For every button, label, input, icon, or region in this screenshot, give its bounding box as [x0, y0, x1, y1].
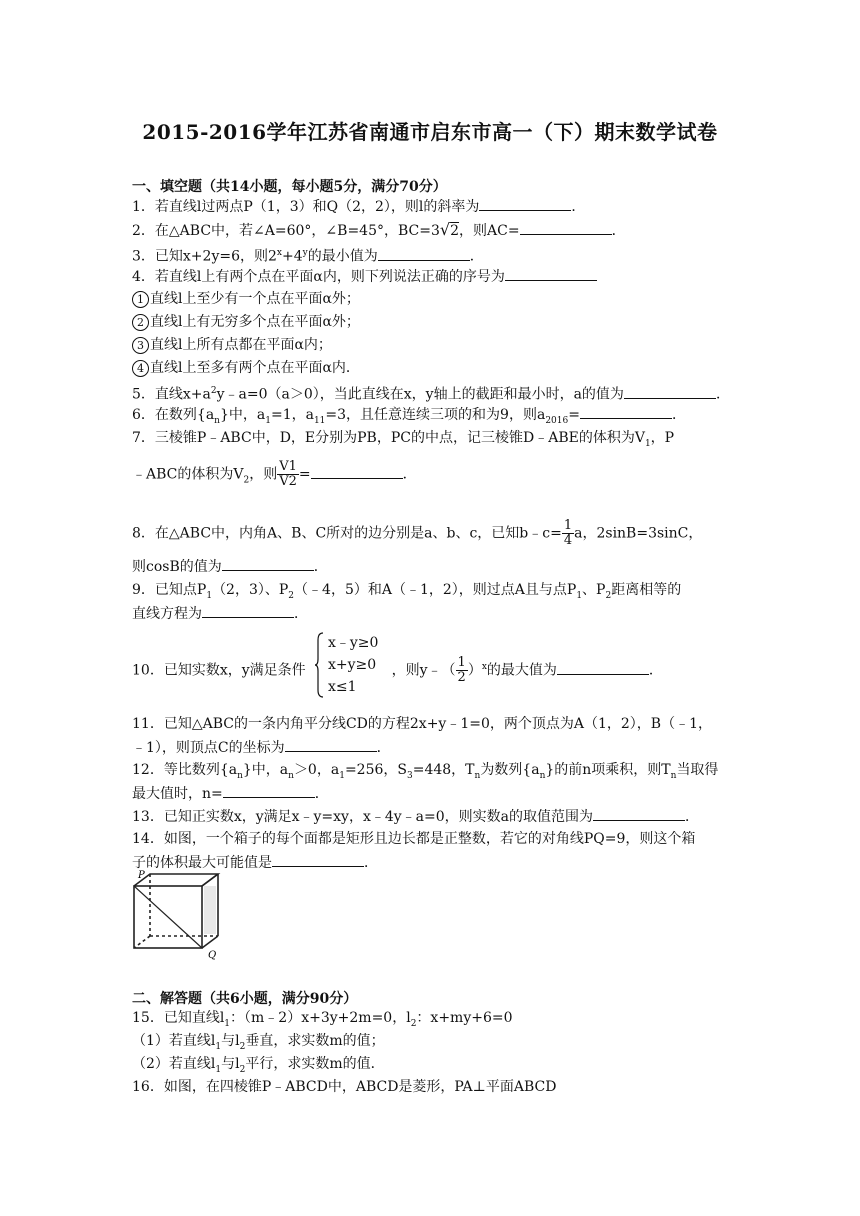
answer-blank — [222, 556, 314, 571]
inequality-system: x﹣y≥0 x+y≥0 x≤1 — [328, 635, 379, 695]
label-q: Q — [208, 950, 217, 960]
question-2: 2．在△ABC中，若∠A=60°，∠B=45°，BC=3√2，则AC= ． — [132, 220, 626, 239]
section-heading-fill-blank: 一、填空题（共14小题，每小题5分，满分70分） — [132, 179, 447, 195]
question-5: 5．直线$x+a^2y﹣a=0(a>0)$，当此直线在x，y轴上的截距和最小时，a的值为 ． — [132, 381, 730, 405]
question-9-line-2: 直线方程为 ． — [132, 603, 308, 624]
question-8-line-1: 8．在△ABC中，内角A、B、C所对的边分别是a、b、c，已知b﹣c= $\frac{1}{4}$ a，2sinB=3sinC， — [132, 518, 703, 548]
question-4-option-1: 1 直线l上至少有一个点在平面α外； — [132, 289, 360, 309]
question-4-option-2: 2 直线l上有无穷多个点在平面α外； — [132, 312, 360, 332]
answer-blank — [520, 220, 612, 235]
answer-blank — [202, 603, 294, 618]
fraction-one-quarter: $\frac{1}{4}$ — [563, 518, 573, 548]
answer-blank — [285, 737, 377, 752]
question-14-line-2: 子的体积最大可能值是 ． — [132, 852, 378, 873]
answer-blank — [378, 246, 470, 261]
answer-blank — [272, 852, 364, 867]
question-16: 16．如图，在四棱锥P﹣ABCD中，ABCD是菱形，PA⊥平面ABCD — [132, 1079, 557, 1095]
question-14-line-1: 14．如图，一个箱子的每个面都是矩形且边长都是正整数，若它的对角线PQ=9，则这个箱 — [132, 831, 696, 847]
question-9-line-1: 9．已知点$P_1(2$，3）、$P_2(﹣4$，5）和A（﹣1，2），则过点A且与点$P_1$、$P_2$距离相等的 — [132, 582, 682, 601]
question-12-line-1: 12．等比数列$\{a_n\}$中，$a_n>0$，$a_1=256$，$S_3=448$，$T_n$为数列$\{a_n\}$的前n项乘积，则$T_n$当取得 — [132, 762, 719, 781]
question-3: 3．已知x+2y=6，则$2^x+4^y$的最小值为 ． — [132, 243, 484, 267]
question-15-part-2: （2）若直线$l_1$与$l_2$平行，求实数m的值． — [132, 1056, 385, 1075]
question-15: 15．已知直线$l_1$：（m﹣2）x+3y+2m=0，$l_2$：x+my+6=0 — [132, 1010, 513, 1029]
question-11-line-2: ﹣1），则顶点C的坐标为 ． — [132, 737, 391, 758]
page-title: 2015-2016学年江苏省南通市启东市高一（下）期末数学试卷 — [142, 120, 718, 144]
section-heading-answers: 二、解答题（共6小题，满分90分） — [132, 991, 358, 1007]
fraction-v1-v2: $\frac{V1}{V2}$ — [279, 459, 297, 489]
answer-blank — [311, 464, 403, 479]
question-10: 10．已知实数x，y满足条件 ，则y﹣（ $\frac{1}{2}$ ）$^x$的最大值为 ． — [132, 655, 663, 685]
label-p: P — [138, 870, 145, 881]
box-figure — [128, 868, 228, 960]
answer-blank — [593, 806, 685, 821]
question-6: 6．在数列$\{a_n\}$中，$a_1=1$，$a_{11}=3$，且任意连续三项的和为9，则$a_{2016}=$ ． — [132, 404, 686, 431]
answer-blank — [624, 384, 716, 399]
answer-blank — [505, 266, 597, 281]
answer-blank — [223, 783, 315, 798]
question-8-line-2: 则cosB的值为 ． — [132, 556, 328, 577]
answer-blank — [479, 196, 571, 211]
question-4-option-3: 3 直线l上所有点都在平面α内； — [132, 335, 332, 355]
question-1: 1．若直线l过两点P（1，3）和Q（2，2），则l的斜率为 ． — [132, 196, 585, 217]
answer-blank — [580, 404, 672, 419]
question-7-line-1: 7．三棱锥P﹣ABC中，D，E分别为PB，PC的中点，记三棱锥D﹣ABE的体积为$V_1$，P — [132, 430, 675, 449]
fraction-one-half: $\frac{1}{2}$ — [457, 655, 466, 685]
question-12-line-2: 最大值时，n= ． — [132, 783, 329, 804]
question-7-line-2: ﹣ABC的体积为$V_2$，则 $\frac{V1}{V2}$ = ． — [132, 459, 417, 489]
question-4-option-4: 4 直线l上至多有两个点在平面α内． — [132, 358, 360, 378]
question-15-part-1: （1）若直线$l_1$与$l_2$垂直，求实数m的值； — [132, 1033, 385, 1052]
system-brace — [314, 632, 324, 698]
question-13: 13．已知正实数x，y满足x﹣y=xy，x﹣4y﹣a=0，则实数a的取值范围为 ． — [132, 806, 699, 827]
answer-blank — [557, 660, 649, 675]
question-11-line-1: 11．已知△ABC的一条内角平分线CD的方程2x+y﹣1=0，两个顶点为A（1，2），B（﹣1， — [132, 716, 712, 732]
question-4: 4．若直线l上有两个点在平面α内，则下列说法正确的序号为 — [132, 266, 597, 287]
